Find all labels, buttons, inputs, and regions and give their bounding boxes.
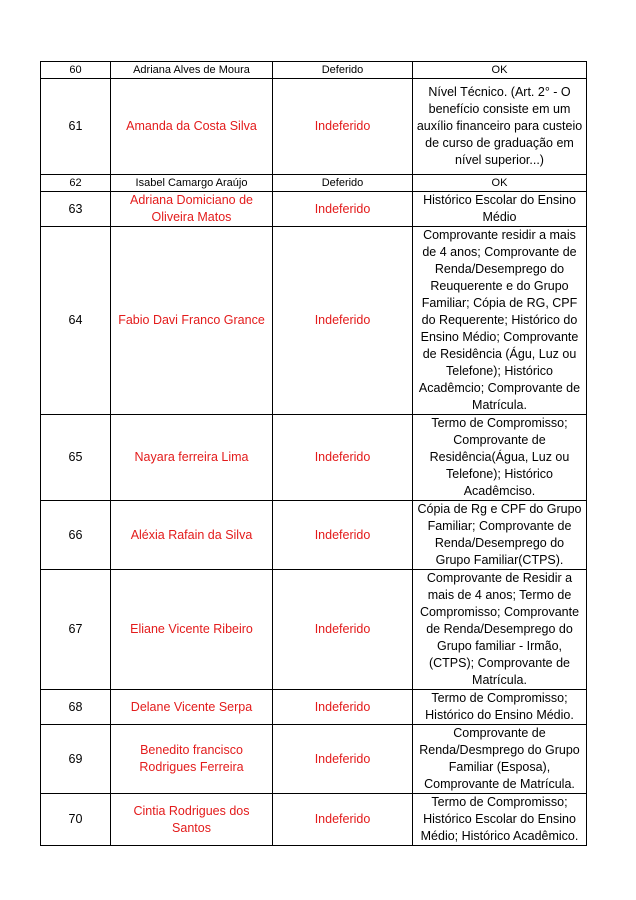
row-number: 64 <box>41 227 111 415</box>
observation: Nível Técnico. (Art. 2° - O benefício consiste em um auxílio financeiro para custeio de curso de graduação em nível superior...) <box>413 79 587 175</box>
table-row <box>41 79 587 175</box>
table-row <box>41 690 587 725</box>
applicant-name: Eliane Vicente Ribeiro <box>111 570 273 690</box>
table-row <box>41 227 587 415</box>
observation: Comprovante de Residir a mais de 4 anos; Termo de Compromisso; Comprovante de Renda/Desemprego do Grupo familiar - Irmão, (CTPS); Comprovante de Matrícula. <box>413 570 587 690</box>
applicant-name: Adriana Alves de Moura <box>111 62 273 79</box>
table-row <box>41 192 587 227</box>
observation: OK <box>413 62 587 79</box>
observation: Comprovante residir a mais de 4 anos; Comprovante de Renda/Desemprego do Reuquerente e do Grupo Familiar; Cópia de RG, CPF do Requerente; Histórico do Ensino Médio; Comprovante de Residência (Águ, Luz ou Telefone); Histórico Acadêmcio; Comprovante de Matrícula. <box>413 227 587 415</box>
status: Indeferido <box>273 570 413 690</box>
table-row <box>41 570 587 690</box>
applicant-name: Cintia Rodrigues dos Santos <box>111 794 273 846</box>
observation: Comprovante de Renda/Desmprego do Grupo Familiar (Esposa), Comprovante de Matrícula. <box>413 725 587 794</box>
applicant-name: Amanda da Costa Silva <box>111 79 273 175</box>
row-number: 65 <box>41 415 111 501</box>
status: Indeferido <box>273 79 413 175</box>
row-number: 61 <box>41 79 111 175</box>
table-row <box>41 62 587 79</box>
row-number: 68 <box>41 690 111 725</box>
observation: Cópia de Rg e CPF do Grupo Familiar; Comprovante de Renda/Desemprego do Grupo Familiar(CTPS). <box>413 501 587 570</box>
row-number: 70 <box>41 794 111 846</box>
status: Indeferido <box>273 501 413 570</box>
status: Indeferido <box>273 725 413 794</box>
observation: Termo de Compromisso; Comprovante de Residência(Água, Luz ou Telefone); Histórico Acadêmciso. <box>413 415 587 501</box>
table-row <box>41 725 587 794</box>
row-number: 60 <box>41 62 111 79</box>
status: Indeferido <box>273 415 413 501</box>
table-row <box>41 175 587 192</box>
row-number: 63 <box>41 192 111 227</box>
status: Indeferido <box>273 794 413 846</box>
observation: Termo de Compromisso; Histórico Escolar do Ensino Médio; Histórico Acadêmico. <box>413 794 587 846</box>
applicant-name: Delane Vicente Serpa <box>111 690 273 725</box>
applicant-name: Isabel Camargo Araújo <box>111 175 273 192</box>
status: Indeferido <box>273 227 413 415</box>
observation: Histórico Escolar do Ensino Médio <box>413 192 587 227</box>
results-table <box>40 61 587 846</box>
observation: Termo de Compromisso; Histórico do Ensino Médio. <box>413 690 587 725</box>
applicant-name: Fabio Davi Franco Grance <box>111 227 273 415</box>
row-number: 67 <box>41 570 111 690</box>
applicant-name: Aléxia Rafain da Silva <box>111 501 273 570</box>
status: Deferido <box>273 175 413 192</box>
table-row <box>41 794 587 846</box>
row-number: 62 <box>41 175 111 192</box>
status: Indeferido <box>273 690 413 725</box>
applicant-name: Benedito francisco Rodrigues Ferreira <box>111 725 273 794</box>
row-number: 69 <box>41 725 111 794</box>
applicant-name: Nayara ferreira Lima <box>111 415 273 501</box>
row-number: 66 <box>41 501 111 570</box>
table-row <box>41 415 587 501</box>
status: Deferido <box>273 62 413 79</box>
status: Indeferido <box>273 192 413 227</box>
applicant-name: Adriana Domiciano de Oliveira Matos <box>111 192 273 227</box>
table-row <box>41 501 587 570</box>
observation: OK <box>413 175 587 192</box>
